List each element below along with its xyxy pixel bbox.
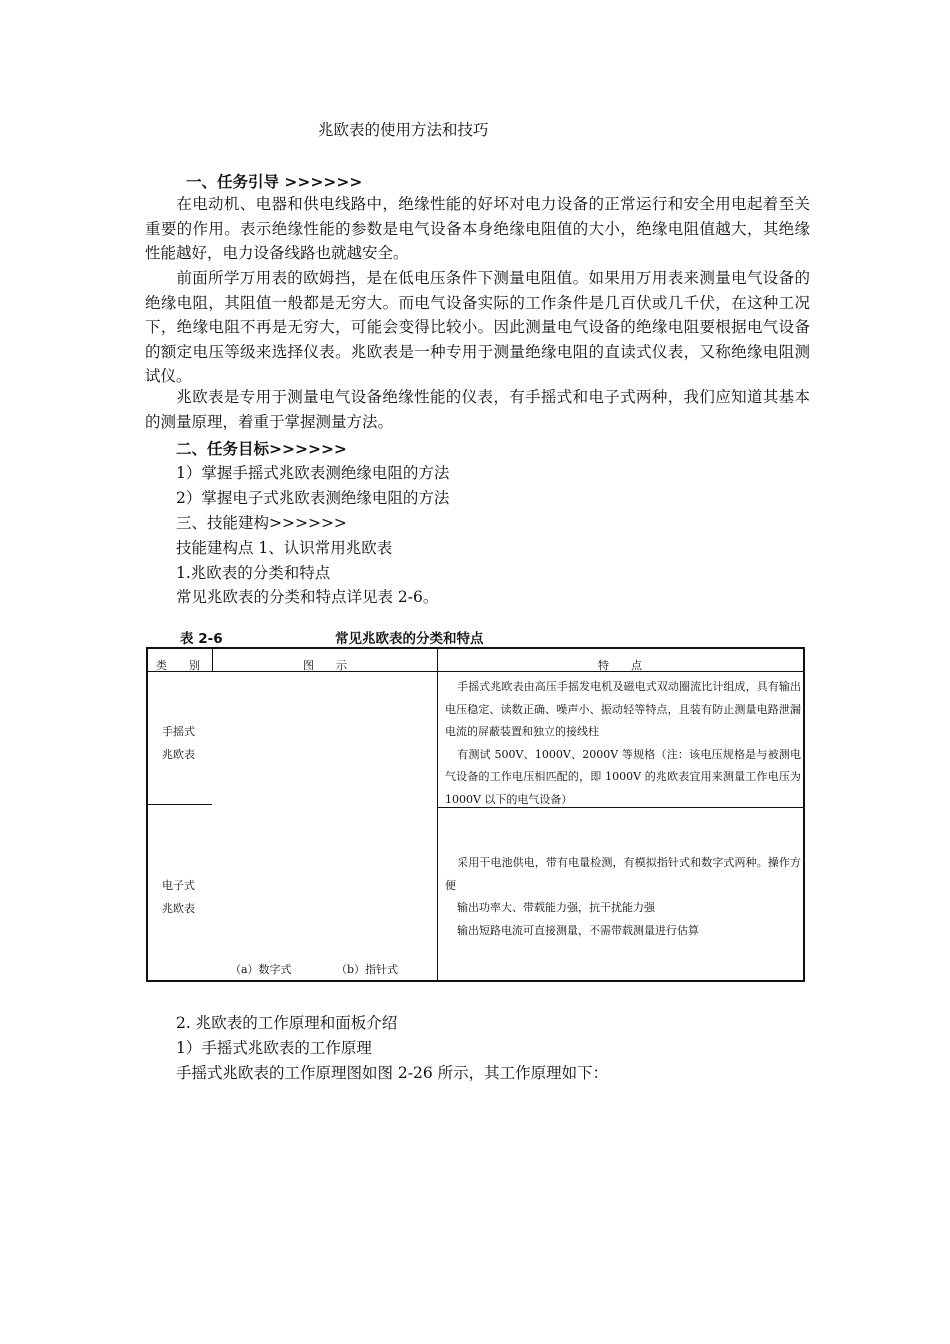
document-title: 兆欧表的使用方法和技巧: [318, 121, 489, 139]
paragraph-intro-3: [145, 385, 810, 434]
feature-text: 有测试 500V、1000V、2000V 等规格（注：该电压规格是与被测电气设备的工作电压相匹配的，即 1000V 的兆欧表宜用来测量工作电压为 1000V 以下的电气设备）: [445, 747, 801, 806]
feature-text: 输出功率大、带载能力强，抗干扰能力强: [457, 901, 655, 914]
goal-item-2: 2）掌握电子式兆欧表测绝缘电阻的方法: [176, 489, 450, 507]
feature-text: 输出短路电流可直接测量，不需带载测量进行估算: [457, 923, 699, 937]
table-label: 表 2-6: [180, 631, 223, 647]
table-header-category: 类 别: [156, 659, 200, 672]
feature-paragraph: [445, 676, 801, 744]
table-col-divider: [437, 647, 438, 982]
table-border-right: [803, 647, 805, 982]
paragraph-text: 前面所学万用表的欧姆挡，是在低电压条件下测量电阻值。如果用万用表来测量电气设备的绝缘电阻，其阻值一般都是无穷大。而电气设备实际的工作条件是几百伏或几千伏，在这种工况下，绝缘电阻不再是无穷大，可能会变得比较小。因此测量电气设备的绝缘电阻要根据电气设备的额定电压等级来选择仪表。兆欧表是一种专用于测量绝缘电阻的直读式仪表，又称绝缘电阻测试仪。: [145, 269, 810, 385]
section-heading-goals: 二、任务目标>>>>>>: [176, 440, 347, 458]
feature-paragraph: [445, 897, 801, 920]
table-header-image: 图 示: [303, 659, 347, 672]
table-row-1-category: [162, 721, 195, 766]
subsection-heading: 1.兆欧表的分类和特点: [176, 564, 331, 582]
category-line: 兆欧表: [162, 747, 195, 761]
paragraph-intro-2: [145, 266, 810, 389]
category-line: 手摇式: [162, 725, 195, 738]
section-heading-guide: 一、任务引导 >>>>>>: [186, 173, 363, 191]
image-label-digital: （a）数字式: [230, 963, 292, 976]
section-heading-skills: 三、技能建构>>>>>>: [176, 514, 347, 532]
feature-text: 手摇式兆欧表由高压手摇发电机及磁电式双动圈流比计组成，具有输出电压稳定、读数正确、噪声小、振动轻等特点，且装有防止测量电路泄漏电流的屏蔽装置和独立的接线柱: [445, 680, 801, 738]
image-label-pointer: （b）指针式: [336, 963, 399, 976]
section-heading-principle: 2. 兆欧表的工作原理和面板介绍: [176, 1014, 398, 1032]
table-border-top: [146, 647, 805, 649]
paragraph-text: 兆欧表是专用于测量电气设备绝缘性能的仪表，有手摇式和电子式两种，我们应知道其基本的测量原理，着重于掌握测量方法。: [145, 388, 810, 431]
table-border-left: [146, 647, 148, 982]
table-row-1-features: [445, 676, 801, 811]
feature-paragraph: [445, 920, 801, 943]
paragraph-intro-1: [145, 192, 810, 266]
skill-point-1: 技能建构点 1、认识常用兆欧表: [176, 539, 393, 557]
category-line: 电子式: [162, 879, 195, 892]
table-header-divider: [146, 671, 805, 672]
table-header-features: 特 点: [598, 659, 642, 672]
category-line: 兆欧表: [162, 901, 195, 915]
subsection-heading-hand-crank: 1）手摇式兆欧表的工作原理: [176, 1039, 372, 1057]
table-row-2-category: [162, 875, 195, 920]
classification-table: [146, 647, 805, 982]
goal-item-1: 1）掌握手摇式兆欧表测绝缘电阻的方法: [176, 464, 450, 482]
table-caption: 常见兆欧表的分类和特点: [335, 631, 484, 647]
feature-text: 采用干电池供电，带有电量检测，有模拟指针式和数字式两种。操作方便: [445, 856, 801, 892]
feature-paragraph: [445, 744, 801, 812]
table-row-divider-left: [146, 804, 212, 805]
table-row-2-features: [445, 852, 801, 942]
paragraph-text: 在电动机、电器和供电线路中，绝缘性能的好坏对电力设备的正常运行和安全用电起着至关重要的作用。表示绝缘性能的参数是电气设备本身绝缘电阻值的大小，绝缘电阻值越大，其绝缘性能越好，电力设备线路也就越安全。: [145, 195, 810, 262]
principle-intro-text: 手摇式兆欧表的工作原理图如图 2-26 所示，其工作原理如下：: [176, 1064, 609, 1082]
table-border-bottom: [146, 980, 805, 982]
table-header-col-divider: [212, 647, 213, 672]
feature-paragraph: [445, 852, 801, 897]
subsection-text: 常见兆欧表的分类和特点详见表 2-6。: [176, 588, 439, 606]
